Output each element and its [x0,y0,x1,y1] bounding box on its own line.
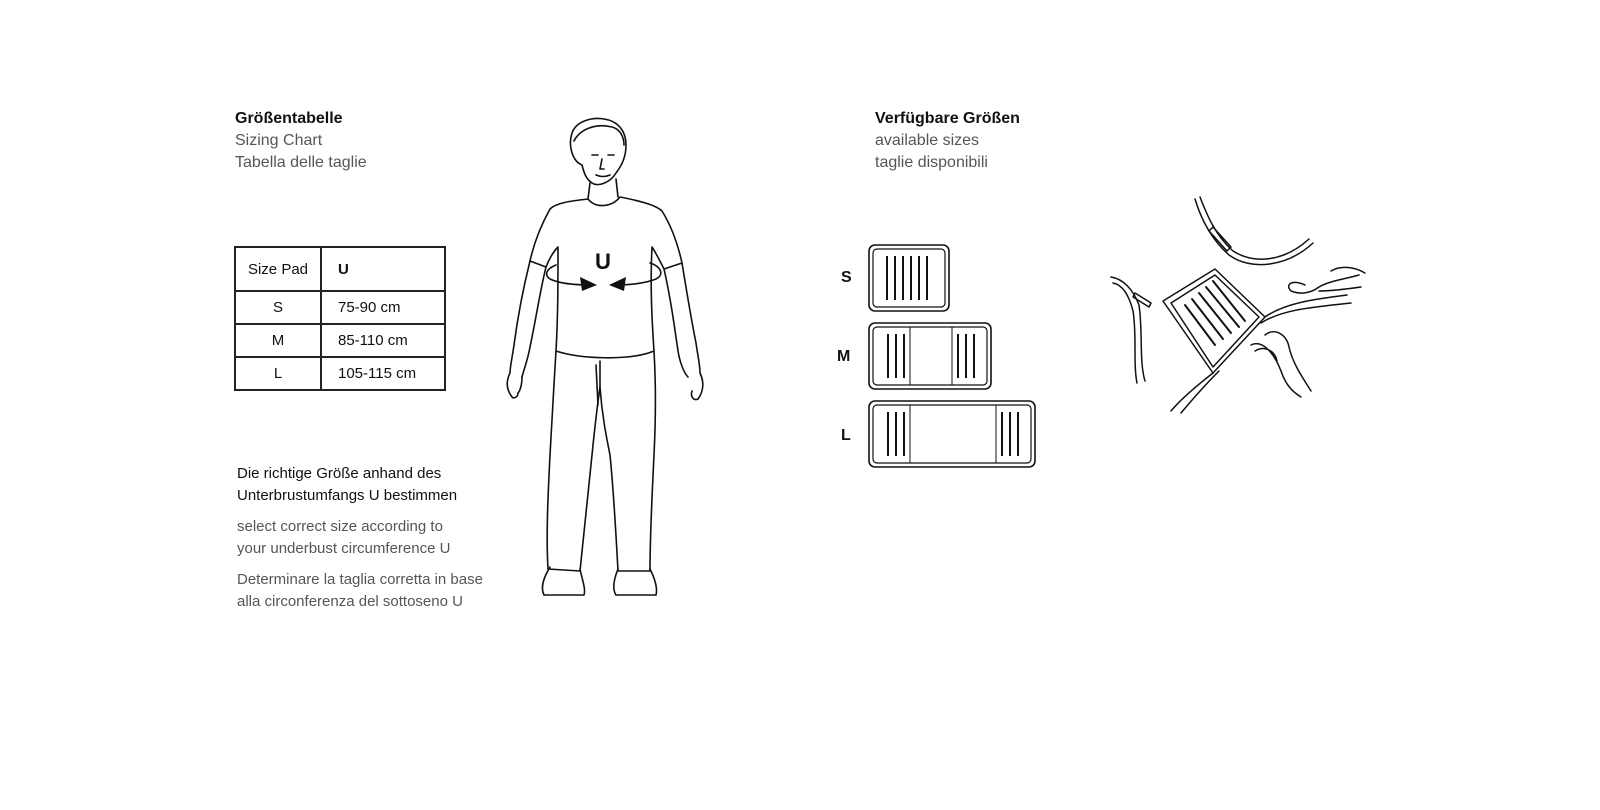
size-table [234,246,446,391]
range-cell: 75-90 cm [321,291,445,324]
available-sizes-subtitle-it: taglie disponibili [875,154,988,171]
instruction-de-line1: Die richtige Größe anhand des [237,465,442,482]
instruction-en-line2: your underbust circumference U [237,540,451,557]
pad-label-s: S [841,269,852,286]
instruction-en-line1: select correct size according to [237,518,443,535]
sizing-chart-title: Größentabelle [235,110,343,127]
available-sizes-title: Verfügbare Größen [875,110,1020,127]
size-cell: S [235,291,321,324]
pad-label-l: L [841,427,851,444]
size-cell: M [235,324,321,357]
human-figure-illustration [500,115,730,615]
available-sizes-header [875,108,1020,174]
instruction-it-line2: alla circonferenza del sottoseno U [237,593,463,610]
pad-insertion-illustration [1115,195,1375,415]
size-table-header-row [235,247,445,291]
pad-l-illustration [868,400,1036,468]
arrow-left-icon [609,277,626,291]
pad-m-illustration [868,322,992,390]
instruction-it [237,569,483,613]
measure-label: U [595,249,611,274]
instruction-de [237,463,483,507]
instruction-de-line2: Unterbrustumfangs U bestimmen [237,487,458,504]
range-cell: 85-110 cm [321,324,445,357]
arrow-right-icon [580,277,597,291]
sizing-chart-header [235,108,367,174]
instructions [237,463,483,613]
instruction-en [237,516,483,560]
range-cell: 105-115 cm [321,357,445,390]
instruction-it-line1: Determinare la taglia corretta in base [237,571,483,588]
size-table-header-size: Size Pad [235,247,321,291]
available-sizes-subtitle-en: available sizes [875,132,980,149]
size-table-header-u: U [321,247,445,291]
table-row [235,324,445,357]
table-row [235,291,445,324]
size-cell: L [235,357,321,390]
pad-s-illustration [868,244,950,312]
pad-label-m: M [837,348,851,365]
table-row [235,357,445,390]
sizing-chart-subtitle-it: Tabella delle taglie [235,154,367,171]
sizing-chart-subtitle-en: Sizing Chart [235,132,323,149]
